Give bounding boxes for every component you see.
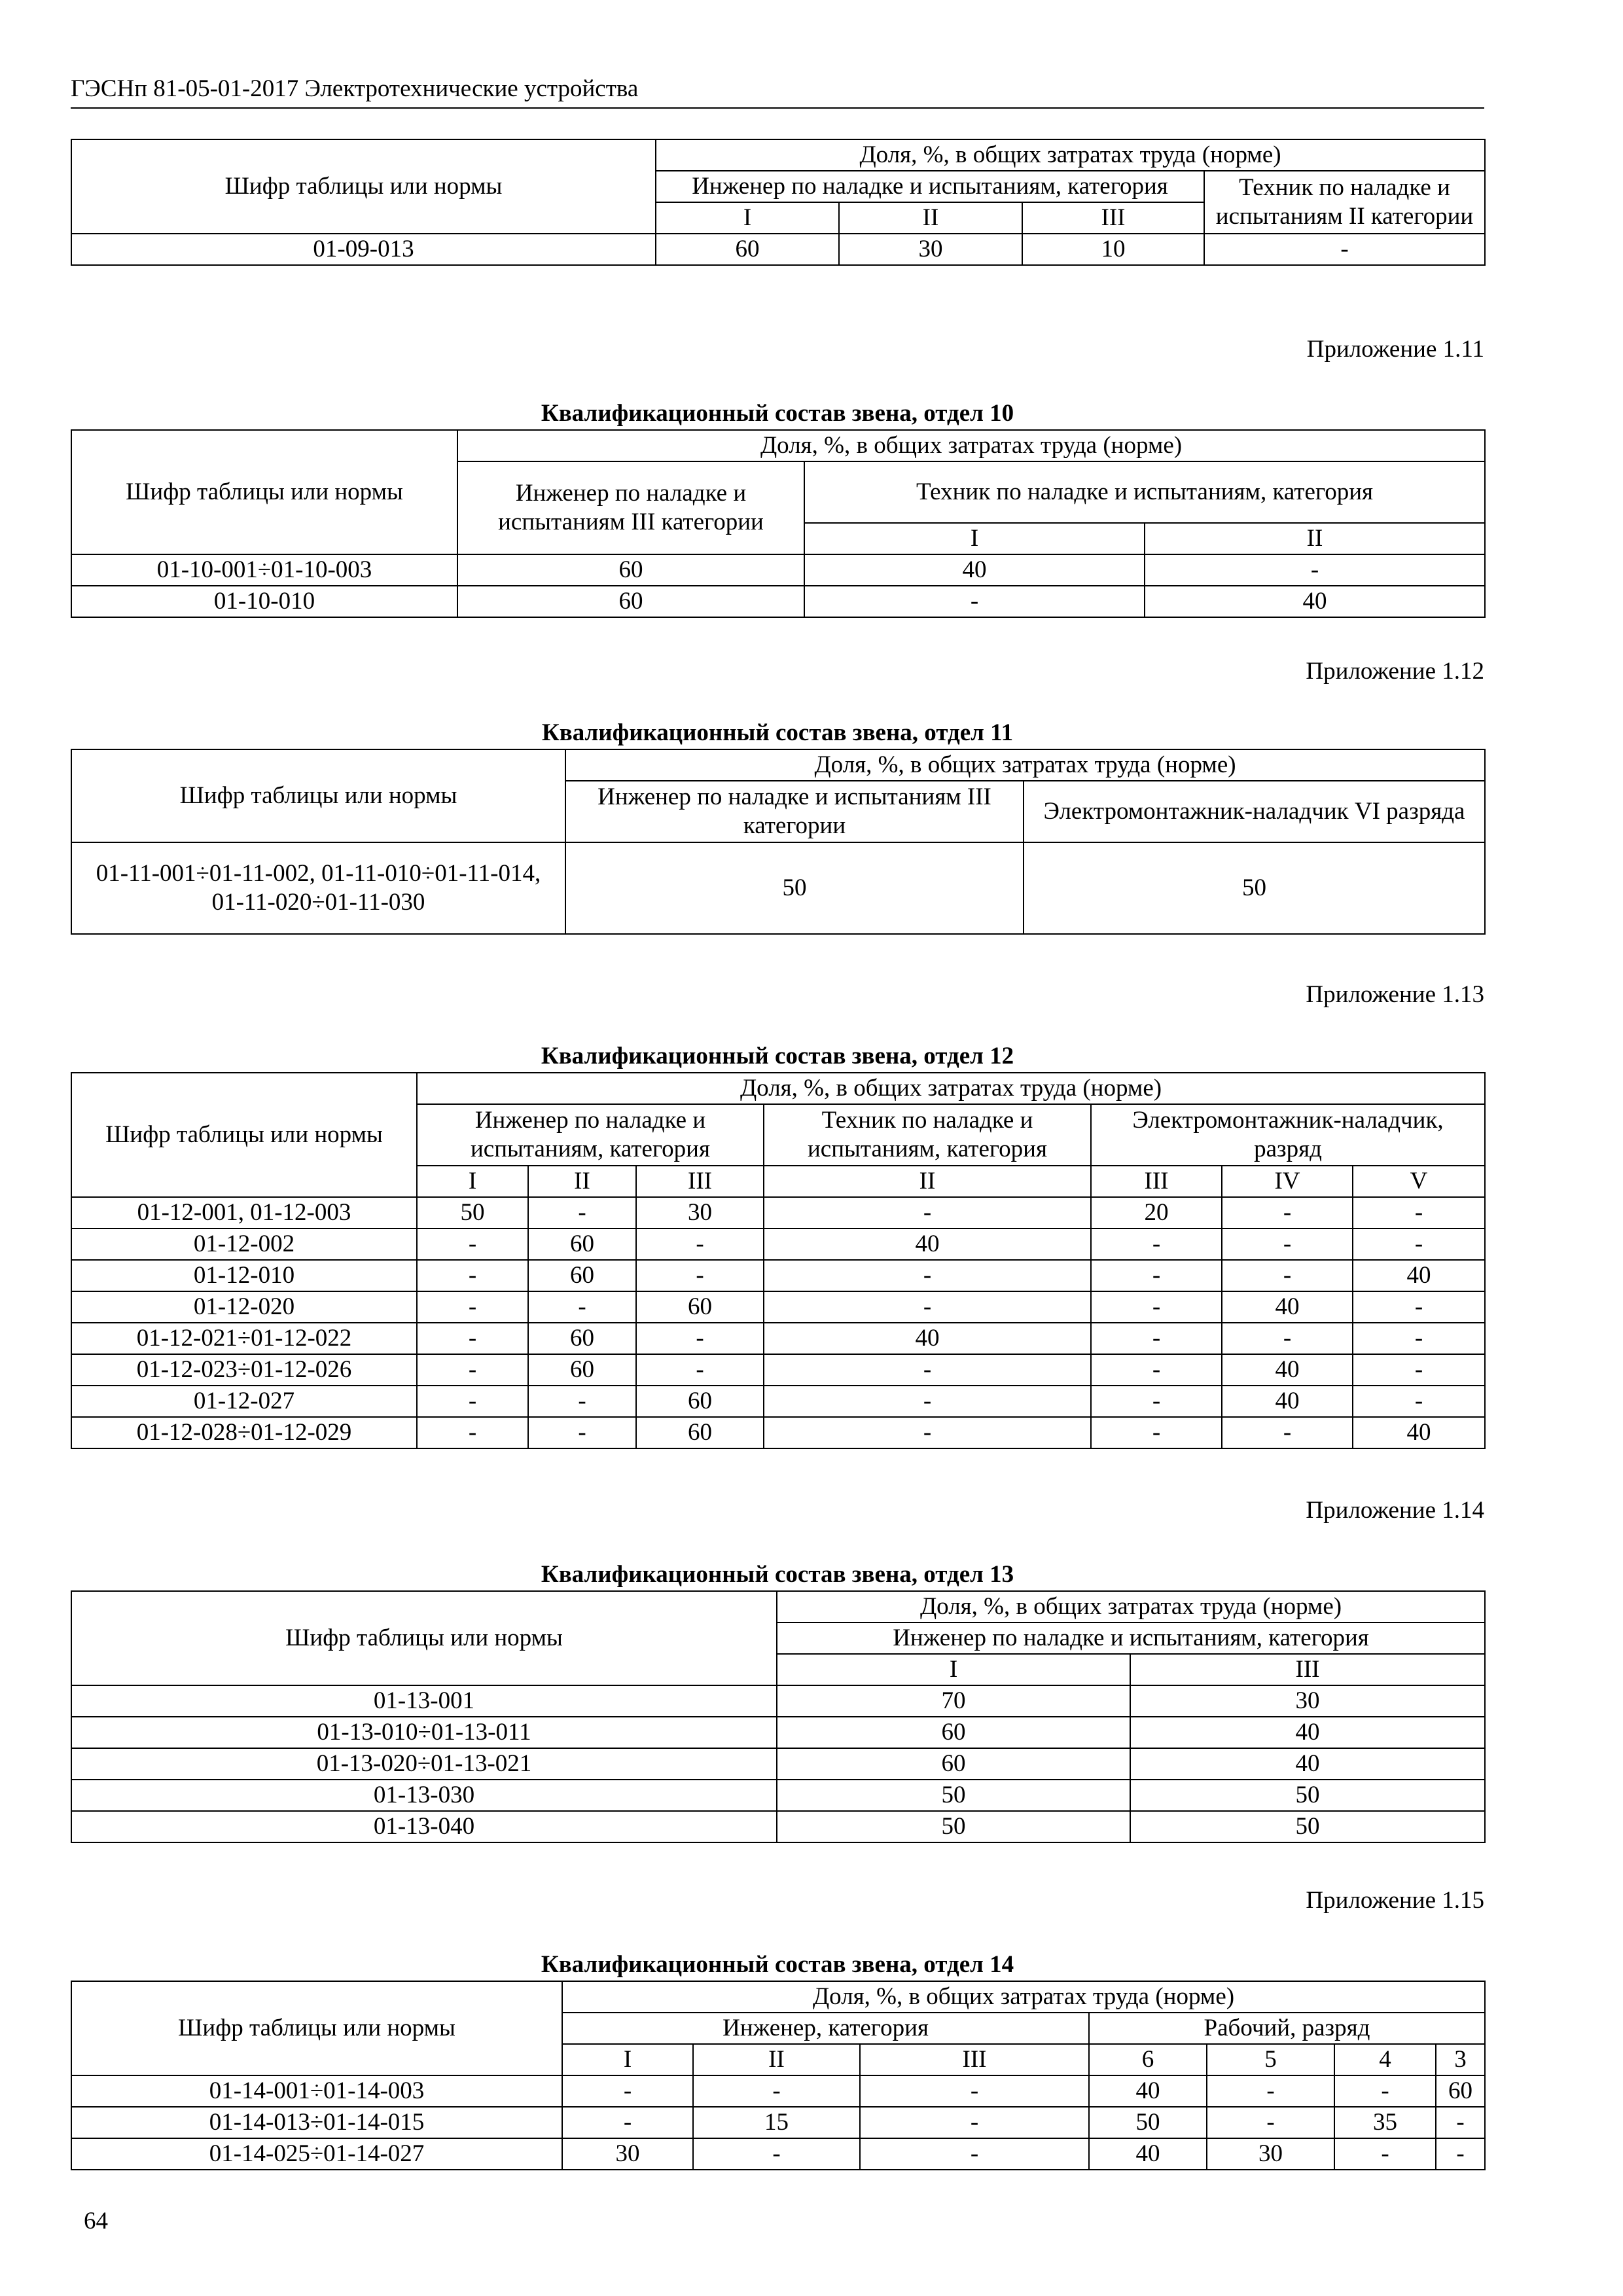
cell: 30	[636, 1197, 764, 1229]
sub-header: I	[562, 2044, 693, 2075]
cell: 40	[1089, 2138, 1207, 2170]
appendix-label: Приложение 1.11	[1306, 336, 1484, 363]
cell: 01-09-013	[71, 234, 656, 265]
sub-header: III	[1130, 1654, 1485, 1685]
cell: -	[417, 1323, 528, 1354]
cell: 40	[764, 1323, 1091, 1354]
cell: 40	[1222, 1354, 1353, 1386]
engineer-header: Инженер по наладке и испытаниям, категория	[656, 171, 1204, 202]
table-row	[71, 1291, 1485, 1323]
cell: 60	[528, 1354, 636, 1386]
cell: -	[764, 1260, 1091, 1291]
sub-header: II	[764, 1166, 1091, 1197]
share-header: Доля, %, в общих затратах труда (норме)	[656, 139, 1485, 171]
table-row	[71, 842, 1485, 934]
engineer-header: Инженер по наладке и испытаниям III категории	[565, 781, 1024, 842]
cell: -	[417, 1354, 528, 1386]
sub-header: 6	[1089, 2044, 1207, 2075]
table-row	[71, 234, 1485, 265]
cell: -	[528, 1386, 636, 1417]
engineer-header: Инженер по наладке и испытаниям, категория	[417, 1104, 764, 1166]
cell: 20	[1091, 1197, 1222, 1229]
sub-header: 5	[1207, 2044, 1334, 2075]
cell: 01-10-010	[71, 586, 457, 617]
cell: 60	[636, 1291, 764, 1323]
cell: 50	[565, 842, 1024, 934]
sub-header: I	[656, 202, 839, 234]
cell: -	[528, 1197, 636, 1229]
technician-header: Техник по наладке и испытаниям, категория	[804, 461, 1485, 523]
code-header: Шифр таблицы или нормы	[71, 749, 565, 842]
share-header: Доля, %, в общих затратах труда (норме)	[457, 430, 1485, 461]
cell: 01-12-023÷01-12-026	[71, 1354, 417, 1386]
cell: -	[636, 1229, 764, 1260]
cell: 50	[777, 1780, 1130, 1811]
running-header: ГЭСНп 81-05-01-2017 Электротехнические устройства	[71, 73, 1484, 109]
sub-header: II	[528, 1166, 636, 1197]
table-row	[71, 1229, 1485, 1260]
cell: -	[1091, 1354, 1222, 1386]
cell: 50	[1024, 842, 1485, 934]
cell: -	[1207, 2075, 1334, 2107]
table-body	[71, 1685, 1485, 1842]
table-title: Квалификационный состав звена, отдел 11	[541, 719, 1014, 746]
appendix-label: Приложение 1.15	[1306, 1887, 1484, 1914]
cell: 01-12-027	[71, 1386, 417, 1417]
table-title: Квалификационный состав звена, отдел 10	[541, 400, 1014, 427]
table-row	[71, 586, 1485, 617]
cell: -	[636, 1260, 764, 1291]
cell: -	[1436, 2107, 1485, 2138]
cell: -	[693, 2138, 860, 2170]
sub-header: 3	[1436, 2044, 1485, 2075]
cell: -	[1091, 1260, 1222, 1291]
cell: 60	[528, 1323, 636, 1354]
table-title: Квалификационный состав звена, отдел 14	[541, 1951, 1014, 1978]
table-row	[71, 1354, 1485, 1386]
cell: -	[1353, 1323, 1485, 1354]
electrician-header: Электромонтажник-наладчик, разряд	[1091, 1104, 1485, 1166]
sub-header: II	[839, 202, 1022, 234]
cell: 01-12-020	[71, 1291, 417, 1323]
table-section-12	[71, 1072, 1486, 1449]
engineer-header: Инженер, категория	[562, 2013, 1089, 2044]
code-header: Шифр таблицы или нормы	[71, 430, 457, 554]
cell: -	[1222, 1417, 1353, 1448]
cell	[71, 842, 565, 934]
cell: -	[636, 1354, 764, 1386]
sub-header: III	[1091, 1166, 1222, 1197]
electrician-header: Электромонтажник-наладчик VI разряда	[1024, 781, 1485, 842]
code-header: Шифр таблицы или нормы	[71, 1591, 777, 1685]
cell: -	[1334, 2138, 1436, 2170]
code-header: Шифр таблицы или нормы	[71, 1981, 562, 2075]
cell: 50	[1089, 2107, 1207, 2138]
sub-header: III	[636, 1166, 764, 1197]
cell: -	[1222, 1197, 1353, 1229]
cell: -	[764, 1291, 1091, 1323]
cell: -	[636, 1323, 764, 1354]
cell: -	[1145, 554, 1485, 586]
cell: -	[860, 2075, 1089, 2107]
sub-header: I	[777, 1654, 1130, 1685]
cell: -	[562, 2075, 693, 2107]
cell: -	[764, 1386, 1091, 1417]
table-row	[71, 1780, 1485, 1811]
table-body	[71, 1197, 1485, 1448]
table-section-10	[71, 429, 1486, 618]
table-row	[71, 554, 1485, 586]
cell: -	[1353, 1197, 1485, 1229]
cell: -	[1334, 2075, 1436, 2107]
cell: 40	[1089, 2075, 1207, 2107]
cell: -	[693, 2075, 860, 2107]
sub-header: II	[1145, 523, 1485, 554]
page-number: 64	[84, 2208, 108, 2234]
cell: -	[528, 1291, 636, 1323]
table-row	[71, 1417, 1485, 1448]
cell: 10	[1022, 234, 1204, 265]
sub-header: 4	[1334, 2044, 1436, 2075]
cell: -	[764, 1354, 1091, 1386]
cell: 60	[528, 1260, 636, 1291]
cell: -	[1436, 2138, 1485, 2170]
table-row	[71, 1717, 1485, 1748]
appendix-label: Приложение 1.14	[1306, 1497, 1484, 1524]
code-header: Шифр таблицы или нормы	[71, 139, 656, 234]
cell: -	[764, 1197, 1091, 1229]
cell: -	[417, 1386, 528, 1417]
sub-header: II	[693, 2044, 860, 2075]
appendix-label: Приложение 1.12	[1306, 658, 1484, 685]
engineer-header: Инженер по наладке и испытаниям, категория	[777, 1623, 1485, 1654]
share-header: Доля, %, в общих затратах труда (норме)	[417, 1073, 1485, 1104]
cell: 30	[1207, 2138, 1334, 2170]
cell: -	[417, 1229, 528, 1260]
technician-header: Техник по наладке и испытаниям II категории	[1204, 171, 1485, 234]
cell: 01-10-001÷01-10-003	[71, 554, 457, 586]
cell: 15	[693, 2107, 860, 2138]
cell: 01-14-025÷01-14-027	[71, 2138, 562, 2170]
table-section-11	[71, 749, 1486, 935]
cell: 60	[1436, 2075, 1485, 2107]
cell: 60	[777, 1748, 1130, 1780]
cell: 35	[1334, 2107, 1436, 2138]
appendix-label: Приложение 1.13	[1306, 981, 1484, 1008]
sub-header: I	[417, 1166, 528, 1197]
cell: 40	[804, 554, 1145, 586]
table-row	[71, 1748, 1485, 1780]
table-title: Квалификационный состав звена, отдел 13	[541, 1561, 1014, 1588]
cell: 01-13-040	[71, 1811, 777, 1842]
cell: -	[860, 2138, 1089, 2170]
cell: 01-13-010÷01-13-011	[71, 1717, 777, 1748]
table-section-9	[71, 139, 1486, 266]
cell: 30	[1130, 1685, 1485, 1717]
share-header: Доля, %, в общих затратах труда (норме)	[777, 1591, 1485, 1623]
cell: 01-13-030	[71, 1780, 777, 1811]
table-row	[71, 1197, 1485, 1229]
cell: 01-14-013÷01-14-015	[71, 2107, 562, 2138]
cell: 01-13-001	[71, 1685, 777, 1717]
sub-header: III	[860, 2044, 1089, 2075]
cell: -	[764, 1417, 1091, 1448]
cell: -	[1353, 1291, 1485, 1323]
table-section-13	[71, 1590, 1486, 1843]
cell: -	[1091, 1323, 1222, 1354]
cell: 60	[457, 554, 804, 586]
table-row	[71, 2138, 1485, 2170]
cell: 60	[528, 1229, 636, 1260]
cell: 01-12-028÷01-12-029	[71, 1417, 417, 1448]
cell: 40	[764, 1229, 1091, 1260]
cell: 70	[777, 1685, 1130, 1717]
table-row	[71, 2075, 1485, 2107]
engineer-header: Инженер по наладке и испытаниям III категории	[457, 461, 804, 554]
cell: 60	[636, 1417, 764, 1448]
cell: 01-12-001, 01-12-003	[71, 1197, 417, 1229]
cell: 60	[457, 586, 804, 617]
cell: -	[1091, 1386, 1222, 1417]
table-row	[71, 1811, 1485, 1842]
cell: -	[417, 1417, 528, 1448]
table-body	[71, 2075, 1485, 2170]
cell: -	[417, 1291, 528, 1323]
cell: 01-12-010	[71, 1260, 417, 1291]
cell: -	[1091, 1291, 1222, 1323]
cell: 40	[1145, 586, 1485, 617]
cell: -	[1091, 1417, 1222, 1448]
cell: 01-14-001÷01-14-003	[71, 2075, 562, 2107]
cell: 60	[636, 1386, 764, 1417]
cell: -	[1204, 234, 1485, 265]
cell: -	[1222, 1229, 1353, 1260]
cell: -	[1222, 1260, 1353, 1291]
table-row	[71, 1685, 1485, 1717]
cell: -	[1222, 1323, 1353, 1354]
share-header: Доля, %, в общих затратах труда (норме)	[562, 1981, 1485, 2013]
table-section-14	[71, 1981, 1486, 2170]
cell: -	[1091, 1229, 1222, 1260]
cell: 40	[1353, 1417, 1485, 1448]
cell: 40	[1222, 1386, 1353, 1417]
table-title: Квалификационный состав звена, отдел 12	[541, 1043, 1014, 1069]
sub-header: IV	[1222, 1166, 1353, 1197]
cell: -	[417, 1260, 528, 1291]
cell: 30	[839, 234, 1022, 265]
cell: -	[1353, 1229, 1485, 1260]
cell: 50	[417, 1197, 528, 1229]
table-row	[71, 1260, 1485, 1291]
cell: -	[528, 1417, 636, 1448]
technician-header: Техник по наладке и испытаниям, категория	[764, 1104, 1091, 1166]
cell: 30	[562, 2138, 693, 2170]
cell: 01-12-021÷01-12-022	[71, 1323, 417, 1354]
code-header: Шифр таблицы или нормы	[71, 1073, 417, 1197]
table-row	[71, 2107, 1485, 2138]
cell: 50	[777, 1811, 1130, 1842]
share-header: Доля, %, в общих затратах труда (норме)	[565, 749, 1485, 781]
cell: 60	[777, 1717, 1130, 1748]
cell: 01-12-002	[71, 1229, 417, 1260]
sub-header: V	[1353, 1166, 1485, 1197]
sub-header: III	[1022, 202, 1204, 234]
row-code-line-2: 01-11-020÷01-11-030	[211, 889, 425, 916]
cell: -	[804, 586, 1145, 617]
table-row	[71, 1386, 1485, 1417]
cell: -	[1353, 1354, 1485, 1386]
cell: -	[562, 2107, 693, 2138]
cell: 50	[1130, 1780, 1485, 1811]
cell: 40	[1353, 1260, 1485, 1291]
cell: 40	[1130, 1717, 1485, 1748]
table-row	[71, 1323, 1485, 1354]
cell: 40	[1130, 1748, 1485, 1780]
cell: 01-13-020÷01-13-021	[71, 1748, 777, 1780]
cell: 40	[1222, 1291, 1353, 1323]
cell: 60	[656, 234, 839, 265]
cell: -	[860, 2107, 1089, 2138]
worker-header: Рабочий, разряд	[1089, 2013, 1485, 2044]
sub-header: I	[804, 523, 1145, 554]
cell: -	[1207, 2107, 1334, 2138]
cell: -	[1353, 1386, 1485, 1417]
row-code-line-1: 01-11-001÷01-11-002, 01-11-010÷01-11-014,	[96, 860, 541, 887]
cell: 50	[1130, 1811, 1485, 1842]
